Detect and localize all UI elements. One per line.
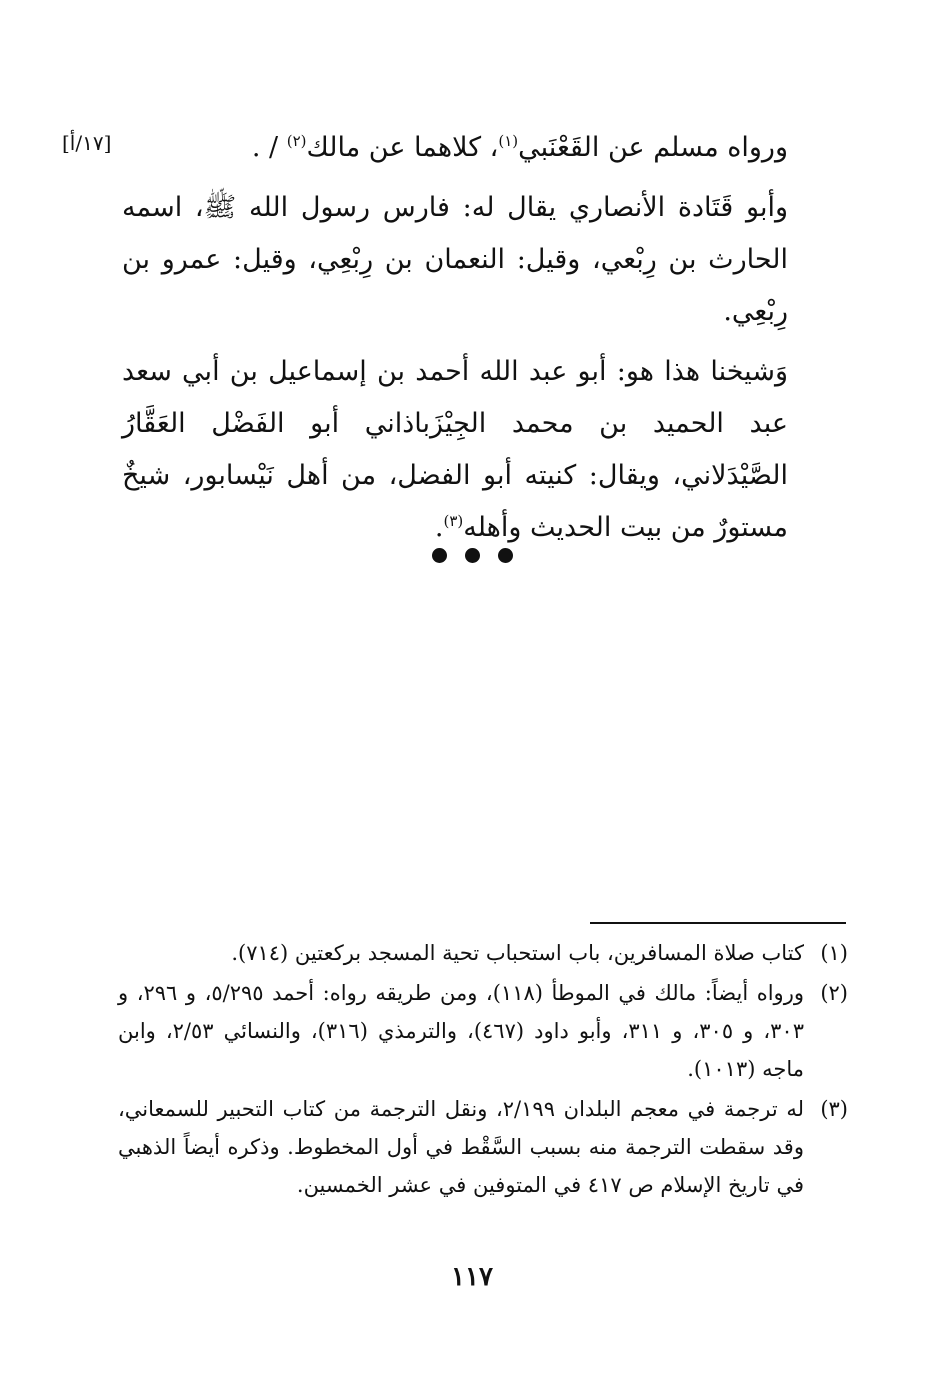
manuscript-folio-reference: [١٧/أ] [62,131,112,155]
footnote-number: (٣) [820,1097,848,1121]
footnote-ref-1[interactable]: (١) [498,132,519,150]
separator-dot [465,548,480,563]
paragraph-1-text-c: / . [251,132,287,163]
footnote-3 [118,1090,848,1204]
footnote-ref-2[interactable]: (٢) [286,132,307,150]
paragraph-1-text-b: ، كلاهما عن مالك [306,132,499,163]
footnote-2 [118,974,848,1088]
paragraph-3-text-b: . [434,512,444,543]
paragraph-3-text-a: وَشيخنا هذا هو: أبو عبد الله أحمد بن إسماعيل بن أبي سعد عبد الحميد بن محمد الجِيْزَباذاني أبو الفَضْل العَقَّارُ الصَّيْدَلاني، ويقال: كنيته أبو الفضل، من أهل نَيْسابور، شيخٌ مستورٌ من بيت الحديث وأهله [122,356,788,543]
footnote-1 [118,934,848,972]
footnote-number: (١) [820,941,848,965]
main-text-body [122,122,788,562]
paragraph-1-text-a: ورواه مسلم عن القَعْنَبي [518,132,788,163]
footnote-number: (٢) [820,981,848,1005]
footnotes-section [118,934,848,1206]
separator-dot [498,548,513,563]
footnote-text: ورواه أيضاً: مالك في الموطأ (١١٨)، ومن طريقه رواه: أحمد ٥/٢٩٥، و ٢٩٦، و ٣٠٣، و ٣٠٥، و ٣١١، وأبو داود (٤٦٧)، والترمذي (٣١٦)، والنسائي ٢/٥٣، وابن ماجه (١٠١٣). [118,981,804,1081]
footnote-ref-3[interactable]: (٣) [443,512,464,530]
paragraph-2: وأبو قَتَادة الأنصاري يقال له: فارس رسول الله ﷺ، اسمه الحارث بن رِبْعي، وقيل: النعمان بن رِبْعِي، وقيل: عمرو بن رِبْعِي. [122,192,788,327]
paragraph-3 [122,346,788,554]
separator-dot [432,548,447,563]
paragraph-1 [122,122,788,174]
footnote-divider [590,922,846,924]
footnote-text: كتاب صلاة المسافرين، باب استحباب تحية المسجد بركعتين (٧١٤). [231,941,804,965]
page-number: ١١٧ [451,1262,493,1292]
footnote-text: له ترجمة في معجم البلدان ٢/١٩٩، ونقل الترجمة من كتاب التحبير للسمعاني، وقد سقطت الترجمة منه بسبب السَّقْط في أول المخطوط. وذكره أيضاً الذهبي في تاريخ الإسلام ص ٤١٧ في المتوفين في عشر الخمسين. [118,1097,804,1197]
section-separator [0,548,944,567]
